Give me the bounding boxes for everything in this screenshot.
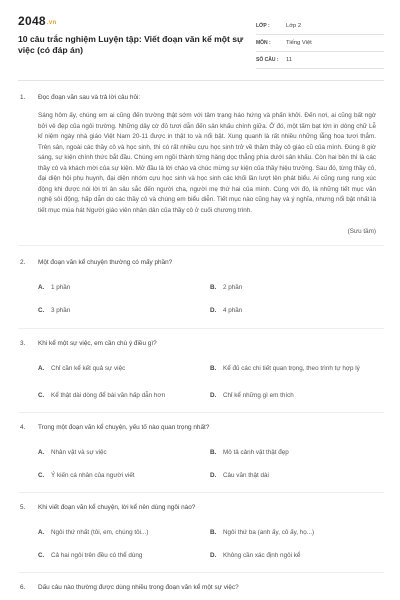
answer-options — [38, 523, 384, 564]
option-text: Chỉ cần kể kết quả sự việc — [51, 364, 126, 372]
answer-options — [38, 356, 384, 404]
question-3 — [18, 340, 384, 348]
option-text: Chỉ kể những gì em thích — [223, 391, 294, 399]
option-letter: C. — [38, 551, 45, 559]
question-text: Một đoạn văn kể chuyện thường có mấy phần? — [38, 259, 173, 266]
option-text: Kể đủ các chi tiết quan trọng, theo trình tự hợp lý — [223, 364, 360, 372]
option-letter: B. — [210, 528, 217, 536]
question-divider — [18, 572, 384, 573]
question-number: 1. — [20, 94, 26, 101]
logo-text: 2048 — [18, 14, 46, 28]
option-text: Kể thật dài dòng để bài văn hấp dẫn hơn — [51, 391, 166, 399]
meta-row-subject — [256, 35, 384, 52]
question-divider — [18, 245, 384, 246]
question-number: 3. — [20, 340, 26, 347]
question-4 — [18, 424, 384, 432]
meta-value: 11 — [286, 57, 293, 63]
option-d[interactable] — [210, 301, 382, 319]
question-divider — [18, 328, 384, 329]
header-left — [18, 14, 246, 69]
option-letter: A. — [38, 528, 45, 536]
meta-table — [256, 18, 384, 69]
question-text: Khi kể một sự việc, em cần chú ý điều gì? — [38, 340, 157, 347]
option-text: Mô tả cảnh vật thật đẹp — [223, 448, 289, 456]
option-text: Ngôi thứ nhất (tôi, em, chúng tôi...) — [51, 528, 149, 536]
option-letter: D. — [210, 306, 217, 314]
question-5 — [18, 504, 384, 512]
option-c[interactable] — [38, 301, 210, 319]
meta-row-class — [256, 18, 384, 35]
meta-key: SỐ CÂU : — [256, 57, 279, 63]
option-text: 2 phần — [223, 283, 243, 291]
option-text: 4 phần — [223, 306, 243, 314]
option-letter: B. — [210, 283, 217, 291]
option-letter: A. — [38, 364, 45, 372]
option-text: Không cần xác định ngôi kể — [223, 551, 301, 559]
question-divider — [18, 492, 384, 493]
passage-source: (Sưu tầm) — [347, 228, 376, 235]
question-text: Trong một đoạn văn kể chuyện, yếu tố nào quan trọng nhất? — [38, 424, 210, 431]
option-text: Cả hai ngôi trên đều có thể dùng — [51, 551, 143, 559]
option-text: Nhân vật và sự việc — [51, 448, 107, 456]
meta-value: Lớp 2 — [286, 23, 302, 29]
question-divider — [18, 412, 384, 413]
option-c[interactable] — [38, 466, 210, 484]
meta-value: Tiếng Việt — [286, 40, 312, 46]
question-number: 6. — [20, 584, 26, 591]
option-text: Ngôi thứ ba (anh ấy, cô ấy, họ...) — [223, 528, 315, 536]
answer-options — [38, 278, 384, 319]
question-text: Dấu câu nào thường được dùng nhiều trong đoạn văn kể một sự việc? — [38, 584, 239, 591]
answer-options — [38, 443, 384, 484]
option-b[interactable] — [210, 443, 382, 461]
logo-suffix: .vn — [46, 20, 57, 26]
meta-key: MÔN : — [256, 40, 271, 46]
question-6 — [18, 584, 384, 592]
question-2 — [18, 259, 384, 267]
question-number: 2. — [20, 259, 26, 266]
option-a[interactable] — [38, 278, 210, 296]
question-1 — [18, 94, 384, 102]
option-a[interactable] — [38, 356, 210, 380]
option-a[interactable] — [38, 523, 210, 541]
option-b[interactable] — [210, 523, 382, 541]
option-d[interactable] — [210, 466, 382, 484]
option-d[interactable] — [210, 546, 382, 564]
option-letter: A. — [38, 448, 45, 456]
option-letter: C. — [38, 306, 45, 314]
option-c[interactable] — [38, 386, 210, 404]
meta-row-count — [256, 52, 384, 69]
option-text: 1 phần — [51, 283, 71, 291]
reading-passage: Sáng hôm ấy, chúng em ai cũng đến trường thật sớm với tâm trạng háo hứng và phấn khởi. Đến nơi, ai cũng bất ngờ bởi vẻ đẹp của ngôi trường. Những dây cờ đỏ tươi dẫn đến sân khấu chính giữa. Ở đó, một tấm bạt lớn in dòng chữ Lễ kỉ niệm ngày nhà giáo Việt Nam 20-11 được in thật to và nổi bật. Xung quanh là rất nhiều những lẵng hoa tươi thắm. Trên sân, ngoài các thầy cô và học sinh, thì có rất nhiều cựu học sinh trở về thăm thầy cô giáo cũ của mình. Đúng 8 giờ sáng, sự kiện chính thức bắt đầu. Chúng em ngồi thành từng hàng dọc thẳng phía dưới sân khấu. Còn hai bên thì là các thầy cô và khách mời của sự kiện. Mở đầu là lời chào và chúc mừng sự kiện của thầy hiệu trưởng. Sau đó, từng thầy cô, đại diện hội phụ huynh, đại diện nhóm cựu học sinh và học sinh các khối lần lượt lên phát biểu. Ai cũng rung rung xúc động khi được nói lời tri ân sâu sắc đến người cha, người mẹ thứ hai của mình. Cùng với đó, là những tiết mục văn nghệ sôi động, hấp dẫn do các thầy cô và chúng em biểu diễn. Tiết mục nào cũng hay và ý nghĩa, nhưng nổi bật nhất là tiết mục múa hát Người giáo viên nhân dân của thầy cô ở cuối chương trình. — [38, 112, 376, 214]
option-letter: D. — [210, 391, 217, 399]
page-title: 10 câu trắc nghiệm Luyện tập: Viết đoạn văn kể một sự việc (có đáp án) — [18, 34, 244, 55]
header-divider — [18, 80, 384, 81]
option-a[interactable] — [38, 443, 210, 461]
option-letter: B. — [210, 364, 217, 372]
meta-key: LỚP : — [256, 23, 270, 29]
option-b[interactable] — [210, 356, 382, 380]
option-letter: B. — [210, 448, 217, 456]
option-text: Câu văn thật dài — [223, 471, 269, 479]
question-number: 4. — [20, 424, 26, 431]
option-text: Ý kiến cá nhân của người viết — [51, 471, 135, 479]
question-number: 5. — [20, 504, 26, 511]
option-letter: D. — [210, 471, 217, 479]
option-c[interactable] — [38, 546, 210, 564]
option-b[interactable] — [210, 278, 382, 296]
page-header — [18, 14, 384, 69]
question-text: Khi viết đoạn văn kể chuyện, lời kể nên dùng ngôi nào? — [38, 504, 196, 511]
option-text: 3 phần — [51, 306, 71, 314]
option-d[interactable] — [210, 386, 382, 404]
option-letter: D. — [210, 551, 217, 559]
option-letter: C. — [38, 471, 45, 479]
question-text: Đọc đoạn văn sau và trả lời câu hỏi: — [38, 94, 141, 101]
option-letter: A. — [38, 283, 45, 291]
option-letter: C. — [38, 391, 45, 399]
site-logo[interactable] — [18, 14, 246, 28]
